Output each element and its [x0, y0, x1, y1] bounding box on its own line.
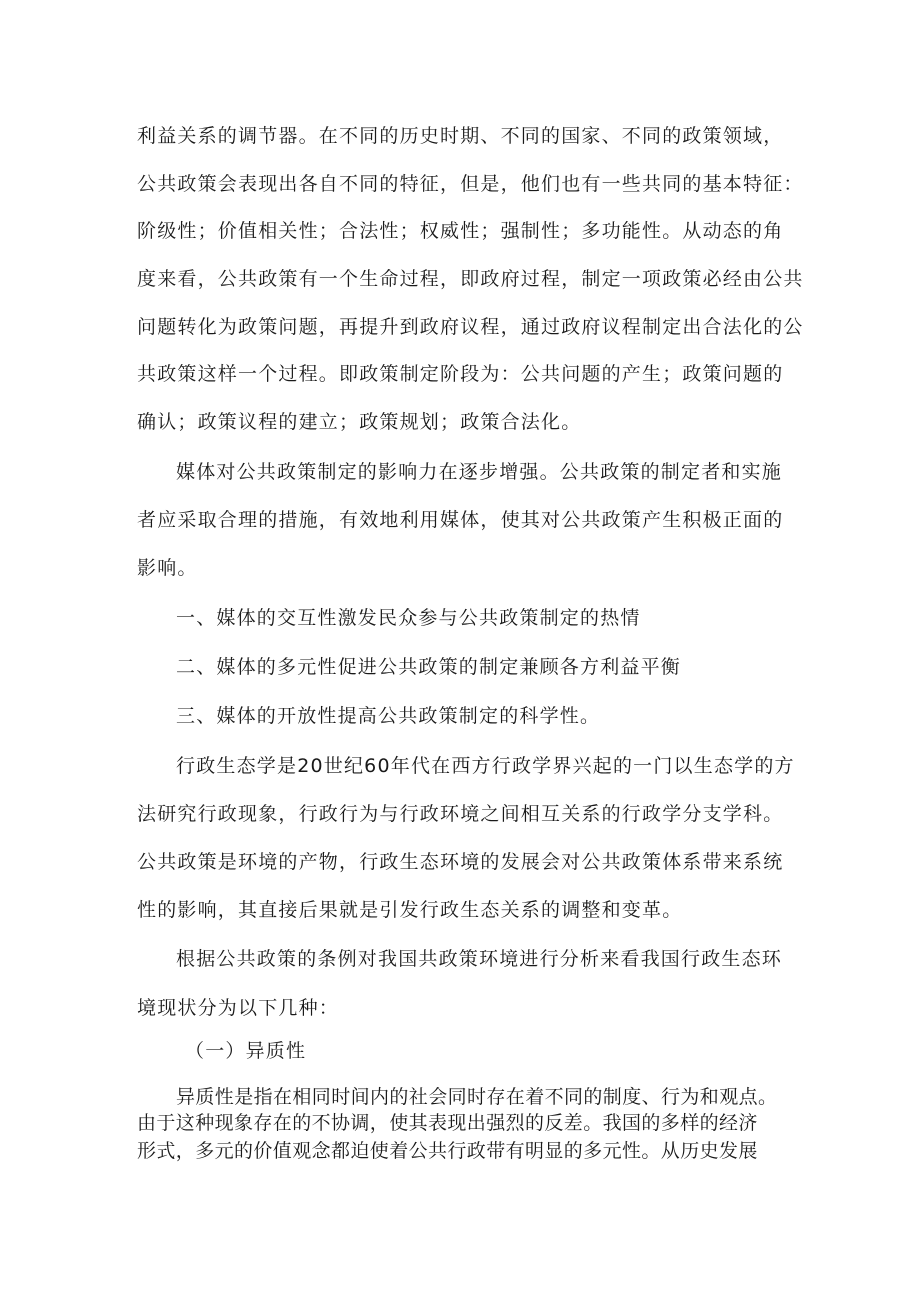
text-line: 性的影响，其直接后果就是引发行政生态关系的调整和变革。: [137, 899, 683, 921]
text-line: 问题转化为政策问题，再提升到政府议程，通过政府议程制定出合法化的公: [137, 316, 804, 338]
text-line: 由于这种现象存在的不协调，使其表现出强烈的反差。我国的多样的经济: [137, 1112, 758, 1134]
text-line: 影响。: [137, 557, 198, 579]
paragraph-first-line: 异质性是指在相同时间内的社会同时存在着不同的制度、行为和观点。: [176, 1086, 778, 1108]
paragraph-first-line: 根据公共政策的条例对我国共政策环境进行分析来看我国行政生态环: [176, 948, 783, 970]
text-line: 利益关系的调节器。在不同的历史时期、不同的国家、不同的政策领域，: [137, 125, 784, 147]
text-line: 公共政策会表现出各自不同的特征，但是，他们也有一些共同的基本特征：: [137, 173, 804, 195]
text-line: 阶级性；价值相关性；合法性；权威性；强制性；多功能性。从动态的角: [137, 220, 784, 242]
text-line: 确认；政策议程的建立；政策规划；政策合法化。: [137, 411, 582, 433]
section-heading: （一）异质性: [185, 1040, 307, 1062]
text-line: 境现状分为以下几种：: [137, 997, 340, 1019]
list-item: 一、媒体的交互性激发民众参与公共政策制定的热情: [176, 607, 641, 629]
text-line: 共政策这样一个过程。即政策制定阶段为：公共问题的产生；政策问题的: [137, 363, 784, 385]
text-line: 者应采取合理的措施，有效地利用媒体，使其对公共政策产生积极正面的: [137, 509, 784, 531]
paragraph-first-line: 行政生态学是20世纪60年代在西方行政学界兴起的一门以生态学的方: [176, 755, 795, 777]
text-line: 度来看，公共政策有一个生命过程，即政府过程，制定一项政策必经由公共: [137, 268, 804, 290]
paragraph-first-line: 媒体对公共政策制定的影响力在逐步增强。公共政策的制定者和实施: [176, 461, 783, 483]
text-line: 形式，多元的价值观念都迫使着公共行政带有明显的多元性。从历史发展: [137, 1140, 758, 1162]
list-item: 三、媒体的开放性提高公共政策制定的科学性。: [176, 705, 601, 727]
list-item: 二、媒体的多元性促进公共政策的制定兼顾各方利益平衡: [176, 656, 682, 678]
text-line: 法研究行政现象，行政行为与行政环境之间相互关系的行政学分支学科。: [137, 803, 784, 825]
text-line: 公共政策是环境的产物，行政生态环境的发展会对公共政策体系带来系统: [137, 851, 784, 873]
